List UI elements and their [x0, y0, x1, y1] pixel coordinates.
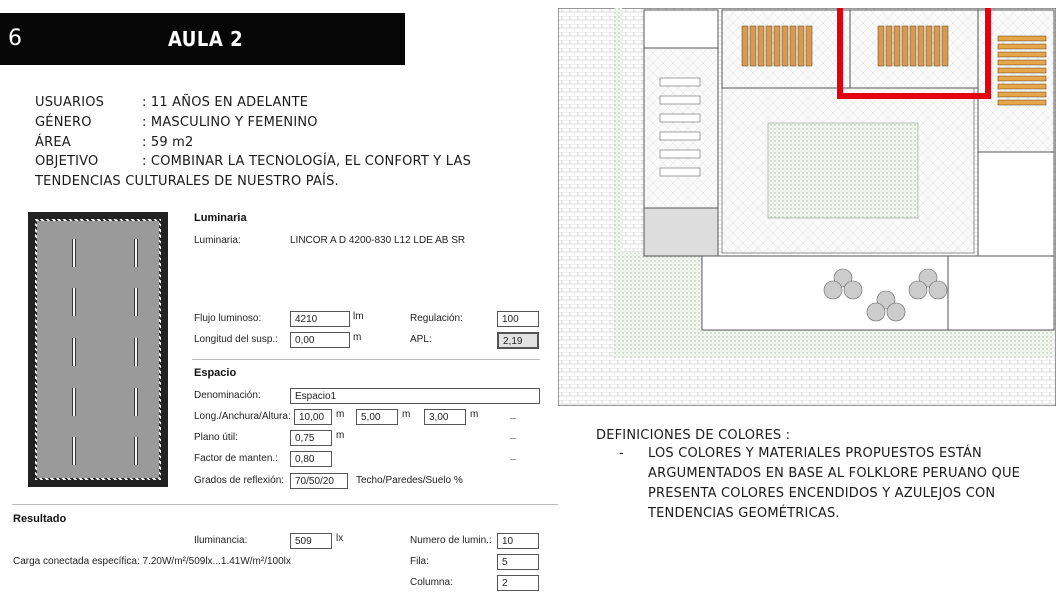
suspension-input[interactable]: 0,00: [290, 332, 350, 348]
floor-plan-drawing: [558, 8, 1056, 406]
length-input[interactable]: 10,00: [294, 409, 332, 425]
colors-bullet: -: [619, 446, 624, 461]
lamp-mark: [134, 239, 138, 267]
apl-input[interactable]: 2,19: [497, 332, 539, 349]
work-plane-label: Plano útil:: [194, 432, 238, 443]
area-label: ÁREA: [35, 135, 71, 150]
espacio-section-title: Espacio: [194, 367, 237, 379]
lamp-mark: [72, 288, 76, 316]
resultado-section-title: Resultado: [13, 513, 67, 525]
gender-value: : MASCULINO Y FEMENINO: [142, 115, 318, 130]
flux-input[interactable]: 4210: [290, 311, 350, 327]
page-title: AULA 2: [168, 27, 244, 51]
lamp-mark: [72, 338, 76, 366]
objective-value-line2: TENDENCIAS CULTURALES DE NUESTRO PAÍS.: [35, 174, 339, 189]
result-divider: [12, 504, 558, 505]
row-label: Fila:: [410, 556, 429, 567]
regulation-label: Regulación:: [410, 313, 463, 324]
reflection-note: Techo/Paredes/Suelo %: [356, 475, 463, 486]
room-floor: [37, 221, 159, 478]
apl-label: APL:: [410, 334, 432, 345]
height-unit: m: [470, 409, 479, 420]
column-label: Columna:: [410, 577, 453, 588]
lamp-mark: [134, 288, 138, 316]
regulation-input[interactable]: 100: [497, 311, 539, 327]
luminaria-name-value: LINCOR A D 4200-830 L12 LDE AB SR: [290, 235, 466, 246]
flux-label: Flujo luminoso:: [194, 313, 262, 324]
colors-line1: LOS COLORES Y MATERIALES PROPUESTOS ESTÁN: [648, 446, 982, 461]
lamp-mark: [134, 388, 138, 416]
lamp-mark: [72, 388, 76, 416]
denomination-input[interactable]: Espacio1: [290, 388, 540, 404]
suspension-label: Longitud del susp.:: [194, 334, 278, 345]
lamp-mark: [134, 338, 138, 366]
section-divider: [192, 359, 540, 360]
dims-label: Long./Anchura/Altura:: [194, 411, 291, 422]
maintenance-input[interactable]: 0,80: [290, 451, 332, 467]
work-plane-input[interactable]: 0,75: [290, 430, 332, 446]
luminaire-plan-drawing: [28, 212, 168, 487]
load-text: Carga conectada específica: 7.20W/m²/509lx...1.41W/m²/100lx: [13, 556, 291, 567]
luminaria-section-title: Luminaria: [194, 212, 247, 224]
objective-value-line1: : COMBINAR LA TECNOLOGÍA, EL CONFORT Y LAS: [142, 154, 472, 169]
maintenance-label: Factor de manten.:: [194, 453, 278, 464]
flux-unit: lm: [353, 311, 364, 322]
lamp-mark: [72, 437, 76, 465]
row-input[interactable]: 5: [497, 554, 539, 570]
dim-mark: [510, 418, 516, 419]
dim-mark: [510, 459, 516, 460]
dim-mark: [510, 438, 516, 439]
luminaria-name-label: Luminaria:: [194, 235, 241, 246]
users-value: : 11 AÑOS EN ADELANTE: [142, 95, 309, 110]
lamp-mark: [134, 437, 138, 465]
area-value: : 59 m2: [142, 135, 194, 150]
gender-label: GÉNERO: [35, 115, 92, 130]
colors-line4: TENDENCIAS GEOMÉTRICAS.: [648, 506, 840, 521]
num-lum-label: Numero de lumin.:: [410, 535, 492, 546]
reflection-label: Grados de reflexión:: [194, 475, 285, 486]
colors-title: DEFINICIONES DE COLORES :: [596, 428, 791, 443]
page-number: 6: [8, 26, 22, 51]
reflection-input[interactable]: 70/50/20: [290, 473, 348, 489]
width-unit: m: [402, 409, 411, 420]
denomination-label: Denominación:: [194, 390, 261, 401]
illuminance-label: Iluminancia:: [194, 535, 248, 546]
colors-line2: ARGUMENTADOS EN BASE AL FOLKLORE PERUANO QUE: [648, 466, 1021, 481]
illuminance-unit: lx: [336, 533, 344, 544]
work-plane-unit: m: [336, 430, 345, 441]
length-unit: m: [336, 409, 345, 420]
lamp-mark: [72, 239, 76, 267]
num-lum-input[interactable]: 10: [497, 533, 539, 549]
width-input[interactable]: 5,00: [356, 409, 398, 425]
column-input[interactable]: 2: [497, 575, 539, 591]
users-label: USUARIOS: [35, 95, 105, 110]
colors-line3: PRESENTA COLORES ENCENDIDOS Y AZULEJOS CON: [648, 486, 996, 501]
illuminance-input[interactable]: 509: [290, 533, 332, 549]
height-input[interactable]: 3,00: [424, 409, 466, 425]
objective-label: OBJETIVO: [35, 154, 99, 169]
suspension-unit: m: [353, 332, 362, 343]
